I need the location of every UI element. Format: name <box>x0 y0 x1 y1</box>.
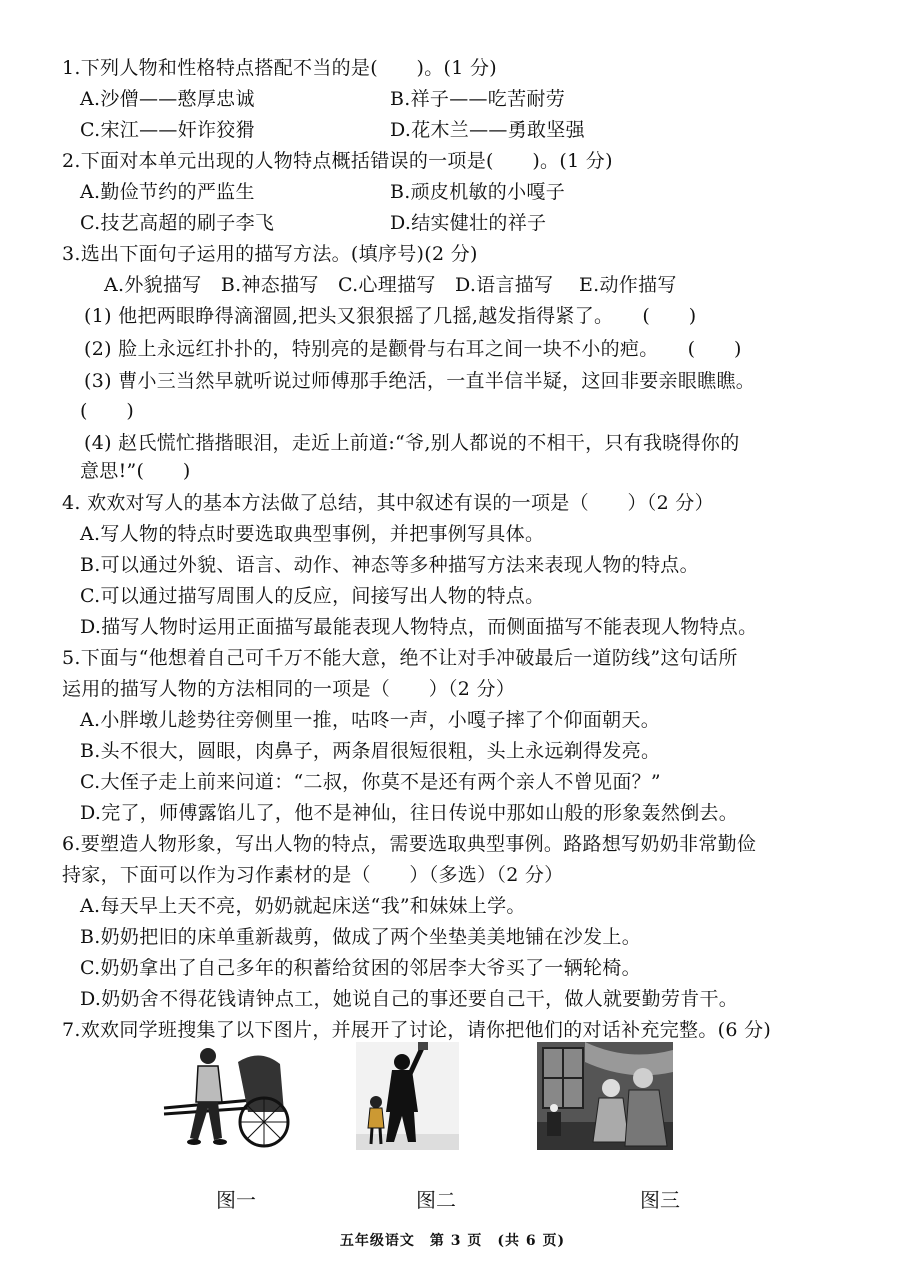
question-2-stem: 2.下面对本单元出现的人物特点概括错误的一项是( )。(1 分) <box>62 150 613 172</box>
question-2-option-a: A.勤俭节约的严监生 <box>80 181 255 203</box>
question-6-stem-line-1: 6.要塑造人物形象，写出人物的特点，需要选取典型事例。路路想写奶奶非常勤俭 <box>62 833 757 855</box>
question-1-stem: 1.下列人物和性格特点搭配不当的是( )。(1 分) <box>62 57 498 79</box>
figure-1-rickshaw-image <box>160 1042 290 1150</box>
question-2-option-b: B.顽皮机敏的小嘎子 <box>390 181 566 203</box>
question-4-stem: 4. 欢欢对写人的基本方法做了总结，其中叙述有误的一项是（ ）（2 分） <box>62 492 714 514</box>
figure-3-scholars-scene-image <box>537 1042 673 1150</box>
question-3-sentence-3-blank: ( ) <box>80 400 135 422</box>
question-5-option-d: D.完了，师傅露馅儿了，他不是神仙，往日传说中那如山般的形象轰然倒去。 <box>80 802 739 824</box>
question-1-option-d: D.花木兰——勇敢坚强 <box>390 119 585 141</box>
question-1-option-a: A.沙僧——憨厚忠诚 <box>80 88 255 110</box>
question-4-option-d: D.描写人物时运用正面描写最能表现人物特点，而侧面描写不能表现人物特点。 <box>80 616 758 638</box>
question-6-option-d: D.奶奶舍不得花钱请钟点工，她说自己的事还要自己干，做人就要勤劳肯干。 <box>80 988 739 1010</box>
question-3-sentence-3: (3) 曹小三当然早就听说过师傅那手绝活，一直半信半疑，这回非要亲眼瞧瞧。 <box>84 370 756 392</box>
question-5-stem-line-1: 5.下面与“他想着自己可千万不能大意，绝不让对手冲破最后一道防线”这句话所 <box>62 647 738 669</box>
question-2-option-c: C.技艺高超的刷子李飞 <box>80 212 275 234</box>
question-3-method-options: A.外貌描写 B.神态描写 C.心理描写 D.语言描写 E.动作描写 <box>104 274 677 296</box>
question-2-option-d: D.结实健壮的祥子 <box>390 212 547 234</box>
figure-1-caption: 图一 <box>216 1188 256 1212</box>
question-6-stem-line-2: 持家，下面可以作为习作素材的是（ ）（多选）（2 分） <box>62 864 564 886</box>
question-5-option-c: C.大侄子走上前来问道：“二叔，你莫不是还有两个亲人不曾见面？” <box>80 771 661 793</box>
question-5-option-b: B.头不很大，圆眼，肉鼻子，两条眉很短很粗，头上永远剃得发亮。 <box>80 740 661 762</box>
question-3-sentence-4-cont: 意思!”( ) <box>80 460 191 482</box>
page-footer: 五年级语文 第 3 页 (共 6 页) <box>339 1233 566 1249</box>
question-4-option-c: C.可以通过描写周围人的反应，间接写出人物的特点。 <box>80 585 545 607</box>
question-4-option-a: A.写人物的特点时要选取典型事例，并把事例写具体。 <box>80 523 545 545</box>
question-6-option-b: B.奶奶把旧的床单重新裁剪，做成了两个坐垫美美地铺在沙发上。 <box>80 926 642 948</box>
question-3-stem: 3.选出下面句子运用的描写方法。(填序号)(2 分) <box>62 243 478 265</box>
question-5-stem-line-2: 运用的描写人物的方法相同的一项是（ ）（2 分） <box>62 678 516 700</box>
figure-2-person-with-child-image <box>356 1042 459 1150</box>
question-1-option-c: C.宋江——奸诈狡猾 <box>80 119 255 141</box>
question-6-option-c: C.奶奶拿出了自己多年的积蓄给贫困的邻居李大爷买了一辆轮椅。 <box>80 957 641 979</box>
question-7-stem: 7.欢欢同学班搜集了以下图片，并展开了讨论，请你把他们的对话补充完整。(6 分) <box>62 1019 772 1041</box>
question-3-sentence-1: (1) 他把两眼睁得滴溜圆,把头又狠狠摇了几摇,越发指得紧了。 ( ) <box>84 305 697 327</box>
question-1-option-b: B.祥子——吃苦耐劳 <box>390 88 566 110</box>
question-6-option-a: A.每天早上天不亮，奶奶就起床送“我”和妹妹上学。 <box>80 895 526 917</box>
figure-3-caption: 图三 <box>640 1188 680 1212</box>
question-3-sentence-2: (2) 脸上永远红扑扑的，特别亮的是颧骨与右耳之间一块不小的疤。 ( ) <box>84 338 742 360</box>
question-5-option-a: A.小胖墩儿趁势往旁侧里一推，咕咚一声，小嘎子摔了个仰面朝天。 <box>80 709 661 731</box>
question-3-sentence-4: (4) 赵氏慌忙揩揩眼泪，走近上前道:“爷,别人都说的不相干，只有我晓得你的 <box>84 432 740 454</box>
figure-2-caption: 图二 <box>416 1188 456 1212</box>
question-4-option-b: B.可以通过外貌、语言、动作、神态等多种描写方法来表现人物的特点。 <box>80 554 699 576</box>
